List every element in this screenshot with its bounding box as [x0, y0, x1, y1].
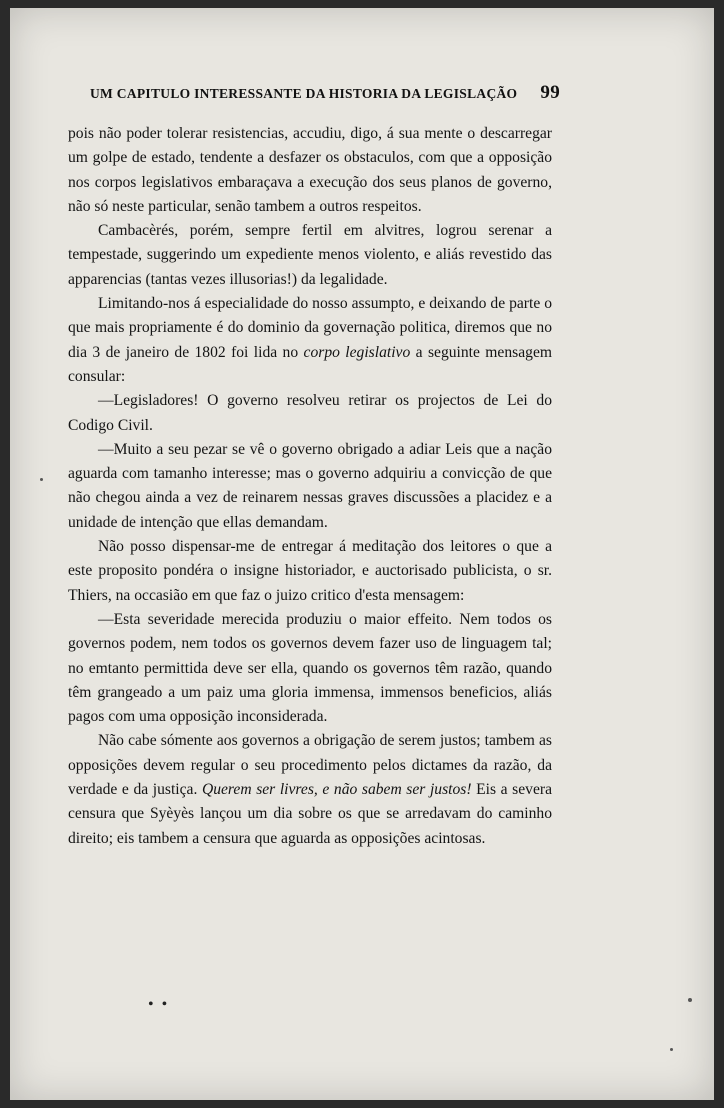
page-number: 99 [540, 82, 560, 103]
paragraph [68, 608, 552, 729]
paragraph-text: Eis a severa censura que Syèyès lançou um dia sobre os que se arredavam do caminho direito; eis tambem a censura que aguarda as opposições acintosas. [68, 781, 552, 847]
paragraph [68, 535, 552, 608]
paragraph-text: Não cabe sómente aos governos a obrigação de serem justos; tambem as opposições devem regular o seu procedimento pelos dictames da razão, da verdade e da justiça. [68, 732, 552, 799]
italic-text: Querem ser livres, e não sabem ser justos! [201, 781, 472, 799]
book-page [10, 8, 714, 1100]
running-header [90, 82, 560, 103]
paragraph-text: —Muito a seu pezar se vê o governo obrigado a adiar Leis que a nação aguarda com tamanho interesse; mas o governo adquiriu a convicção de que não chegou ainda a vez de reinarem nessas graves discussões a placidez e a unidade de intenção que ellas demandam. [68, 440, 552, 531]
paragraph-text: Limitando-nos á especialidade do nosso assumpto, e deixando de parte o que mais propriamente é do dominio da governação politica, diremos que no dia 3 de janeiro de 1802 foi lida no [68, 295, 552, 361]
paragraph [68, 122, 552, 219]
scan-speck [688, 998, 692, 1002]
paragraph-text: a seguinte mensagem consular: [68, 343, 552, 385]
scan-speck [670, 1048, 673, 1051]
running-title: UM CAPITULO INTERESSANTE DA HISTORIA DA LEGISLAÇÃO [90, 86, 518, 101]
paragraph-text: Não posso dispensar-me de entregar á meditação dos leitores o que a este proposito pondéra o insigne historiador, e auctorisado publicista, o sr. Thiers, na occasião em que faz o juizo critico d'esta mensagem: [68, 538, 552, 604]
paragraph-text: Cambacèrés, porém, sempre fertil em alvitres, logrou serenar a tempestade, suggerindo um expediente menos violento, e aliás revestido das apparencias (tantas vezes illusorias!) da legalidade. [68, 222, 552, 288]
paragraph [68, 729, 552, 850]
paragraph-text: —Esta severidade merecida produziu o maior effeito. Nem todos os governos podem, nem todos os governos devem fazer uso de linguagem tal; no emtanto permittida deve ser ella, quando os governos têm razão, quando têm grangeado a um paiz uma gloria immensa, immensos beneficios, aliás pagos com uma opposição inconsiderada. [68, 610, 552, 726]
paragraph [68, 389, 552, 438]
paragraph [68, 292, 552, 389]
paragraph [68, 438, 552, 535]
body-text [68, 122, 552, 851]
paragraph [68, 219, 552, 292]
paragraph-text: pois não poder tolerar resistencias, accudiu, digo, á sua mente o descarregar um golpe de estado, tendente a desfazer os obstaculos, com que a opposição nos corpos legislativos embaraçava a execução dos seus planos de governo, não só neste particular, senão tambem a outros respeitos. [68, 125, 552, 215]
footer-mark: • • [148, 996, 170, 1013]
paragraph-text: —Legisladores! O governo resolveu retirar os projectos de Lei do Codigo Civil. [68, 392, 552, 434]
italic-text: corpo legislativo [303, 343, 411, 361]
scan-speck [40, 478, 43, 481]
